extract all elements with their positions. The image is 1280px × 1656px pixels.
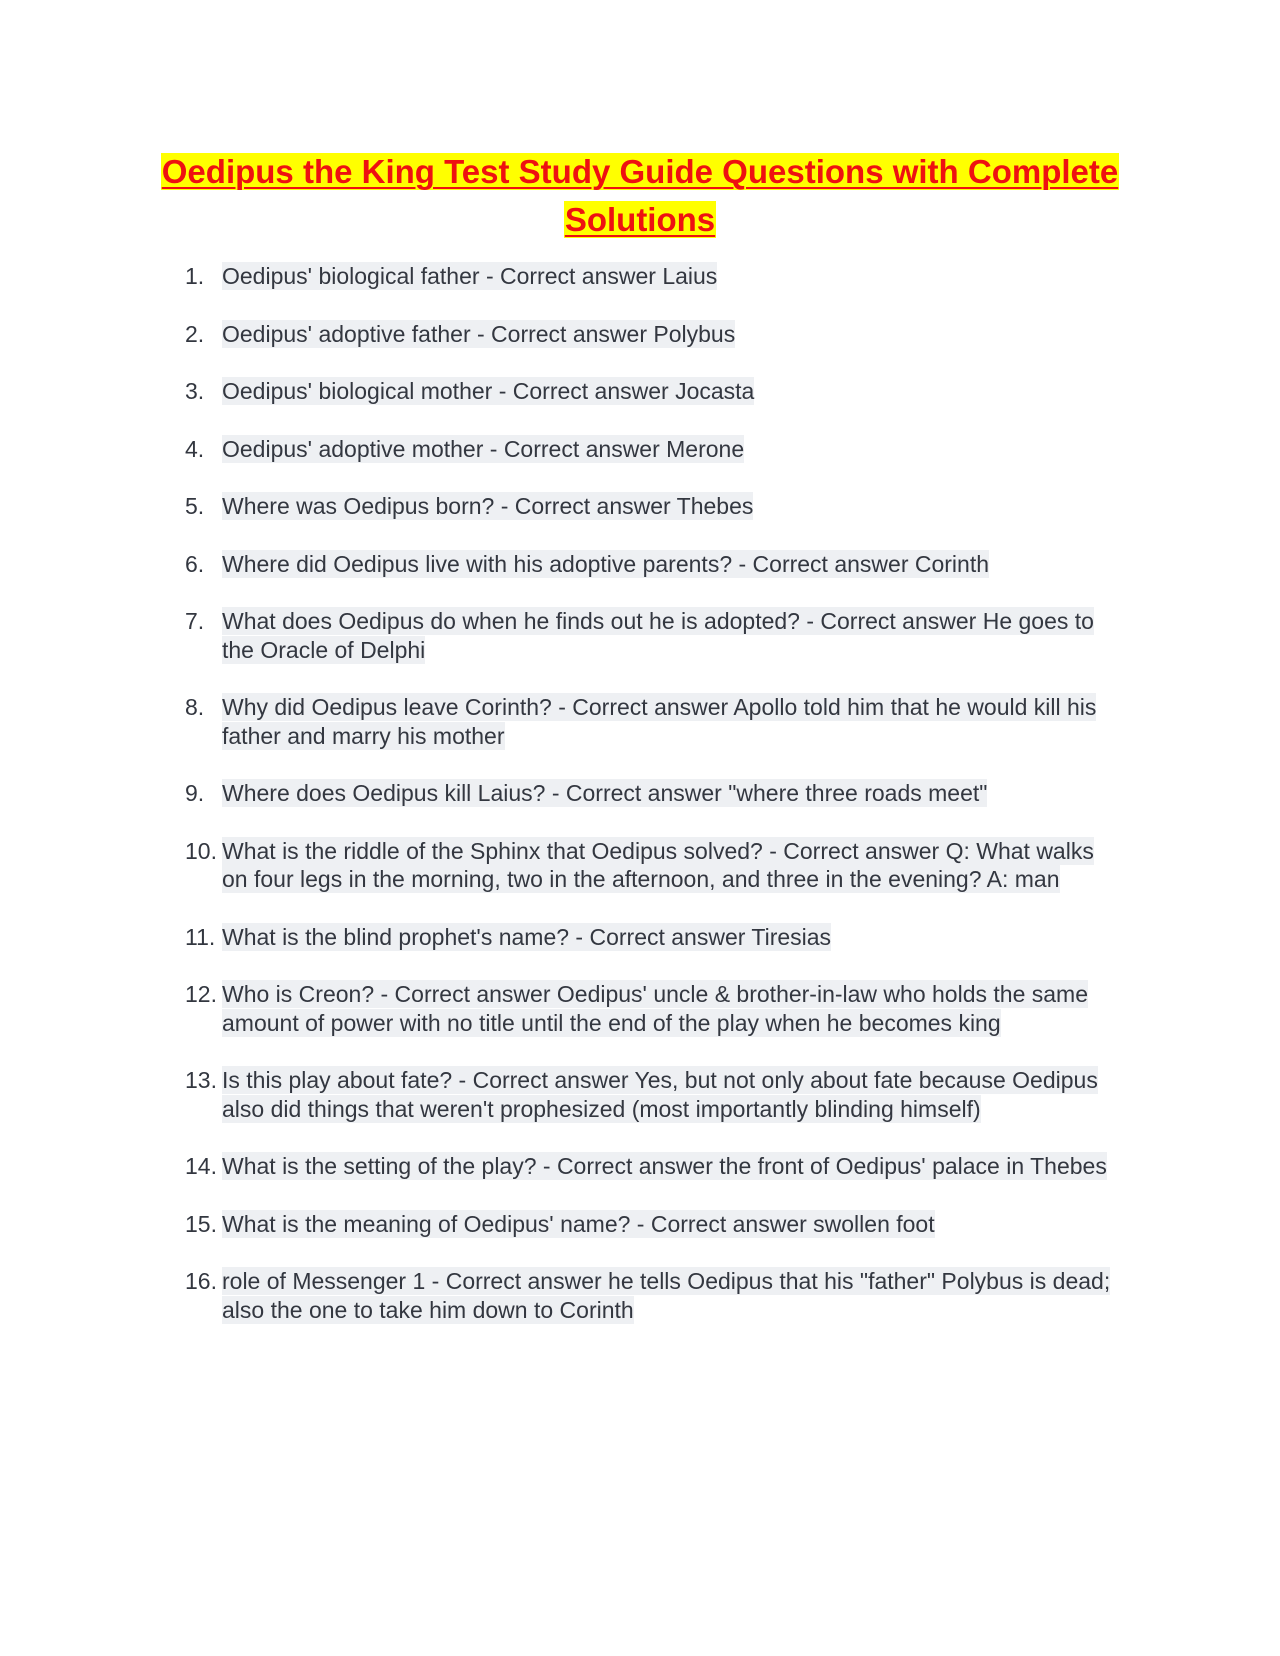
item-number: 7.: [185, 608, 205, 634]
item-number: 8.: [185, 694, 205, 720]
title-line-2: Solutions: [564, 201, 716, 238]
item-number: 6.: [185, 550, 205, 577]
item-text: What is the blind prophet's name? - Correct answer Tiresias: [222, 923, 832, 950]
list-item: [185, 693, 1122, 750]
list-item: [185, 837, 1122, 894]
list-item: [185, 550, 1122, 579]
item-number: 15.: [185, 1210, 217, 1237]
item-number: 1.: [185, 263, 205, 289]
item-text: What does Oedipus do when he finds out he is adopted? - Correct answer He goes to the Oracle of Delphi: [222, 608, 1094, 663]
item-number: 13.: [185, 1067, 217, 1093]
item-number: 14.: [185, 1153, 217, 1179]
question-answer-list: [0, 262, 1280, 1353]
list-item: [185, 1210, 1122, 1239]
item-number: 2.: [185, 320, 205, 347]
item-number: 4.: [185, 435, 205, 462]
item-number: 12.: [185, 981, 217, 1007]
item-text: Where did Oedipus live with his adoptive parents? - Correct answer Corinth: [222, 550, 990, 577]
item-text: Why did Oedipus leave Corinth? - Correct answer Apollo told him that he would kill his father and marry his mother: [222, 694, 1097, 749]
item-text: Oedipus' adoptive mother - Correct answer Merone: [222, 435, 745, 462]
list-item: [185, 980, 1122, 1037]
item-text: Oedipus' biological father - Correct answer Laius: [222, 263, 718, 289]
item-number: 11.: [185, 923, 216, 950]
item-number: 5.: [185, 493, 205, 519]
item-number: 16.: [185, 1268, 217, 1294]
item-text: Where does Oedipus kill Laius? - Correct answer "where three roads meet": [222, 780, 988, 806]
list-item: [185, 492, 1122, 521]
item-number: 10.: [185, 837, 217, 864]
item-text: What is the meaning of Oedipus' name? - Correct answer swollen foot: [222, 1210, 935, 1237]
item-text: Is this play about fate? - Correct answer Yes, but not only about fate because Oedipus also did things that weren't prophesized (most importantly blinding himself): [222, 1067, 1098, 1122]
item-number: 3.: [185, 378, 205, 404]
list-item: [185, 1267, 1122, 1324]
item-text: What is the setting of the play? - Correct answer the front of Oedipus' palace in Thebes: [222, 1153, 1107, 1179]
item-text: Who is Creon? - Correct answer Oedipus' uncle & brother-in-law who holds the same amount of power with no title until the end of the play when he becomes king: [222, 981, 1088, 1036]
item-text: What is the riddle of the Sphinx that Oedipus solved? - Correct answer Q: What walks on four legs in the morning, two in the afternoon, and three in the evening? A: man: [222, 837, 1094, 892]
item-text: Where was Oedipus born? - Correct answer Thebes: [222, 493, 754, 519]
item-text: Oedipus' adoptive father - Correct answer Polybus: [222, 320, 736, 347]
item-text: Oedipus' biological mother - Correct answer Jocasta: [222, 378, 755, 404]
title-line-1: Oedipus the King Test Study Guide Questions with Complete: [161, 153, 1119, 190]
item-text: role of Messenger 1 - Correct answer he tells Oedipus that his "father" Polybus is dead; also the one to take him down to Corinth: [222, 1268, 1111, 1323]
list-item: [185, 607, 1122, 664]
list-item: [185, 377, 1122, 406]
list-item: [185, 262, 1122, 291]
document-title: [120, 148, 1160, 244]
list-item: [185, 435, 1122, 464]
item-number: 9.: [185, 780, 205, 806]
list-item: [185, 1066, 1122, 1123]
list-item: [185, 779, 1122, 808]
list-item: [185, 923, 1122, 952]
list-item: [185, 320, 1122, 349]
list-item: [185, 1152, 1122, 1181]
